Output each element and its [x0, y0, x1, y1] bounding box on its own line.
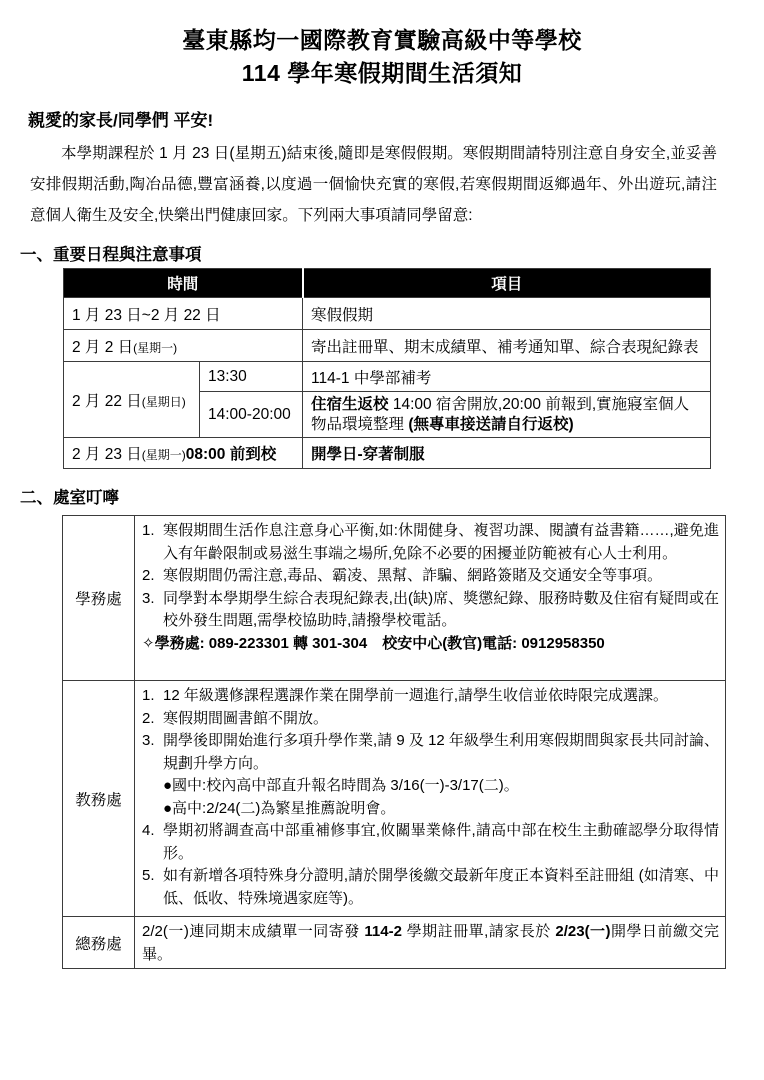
- office-row-academic-affairs: [63, 681, 726, 917]
- date-text: 2 月 22 日: [72, 392, 142, 410]
- cell-date: [64, 362, 200, 438]
- weekday-text: (星期一): [133, 340, 178, 355]
- line-post: 開學日前繳交完畢。: [142, 923, 719, 963]
- line-pre: 2/2(一)連同期末成績單一同寄發: [142, 923, 365, 940]
- schedule-table: [63, 268, 711, 469]
- item-number: 5.: [142, 867, 155, 884]
- item-lead-bold: 住宿生返校: [311, 395, 389, 413]
- table-row-mailout: [64, 330, 711, 362]
- item-text: 如有新增各項特殊身分證明,請於開學後繳交最新年度正本資料至註冊組 (如清寒、中低、低收、特殊境遇家庭等)。: [163, 867, 719, 907]
- item-number: 3.: [142, 589, 155, 607]
- section1-heading: 一、重要日程與注意事項: [20, 246, 202, 264]
- greeting-line: 親愛的家長/同學們 平安!: [28, 111, 214, 130]
- list-item: [142, 730, 719, 775]
- deadline-date-bold: 2/23(一): [555, 923, 611, 940]
- office-row-general-affairs: [63, 917, 726, 969]
- item-tail-bold: (無專車接送請自行返校): [408, 415, 574, 433]
- cell-item: 寄出註冊單、期末成績單、補考通知單、綜合表現紀錄表: [303, 330, 711, 362]
- cell-time: 1 月 23 日~2 月 22 日: [64, 298, 303, 330]
- item-number: 2.: [142, 709, 155, 727]
- general-affairs-line: [142, 921, 719, 966]
- office-content: [135, 516, 726, 681]
- table-row-school-opening: [64, 438, 711, 469]
- offices-table: [62, 515, 726, 969]
- list-item: [142, 820, 719, 865]
- section2-heading: 二、處室叮嚀: [20, 489, 119, 507]
- bullet-item-senior-high: ●高中:2/24(二)為繁星推薦說明會。: [163, 799, 396, 817]
- column-header-time: 時間: [64, 269, 303, 298]
- list-item: [142, 520, 719, 565]
- item-body: 14:00 宿舍開放,20:00 前報到,實施寢室個人物品環境整理: [311, 395, 690, 433]
- table-row-winter-break: [64, 298, 711, 330]
- cell-time: [64, 438, 303, 469]
- office-content: [135, 681, 726, 917]
- table-row-makeup-exam: [64, 362, 711, 392]
- cell-item: 開學日-穿著制服: [303, 438, 711, 469]
- item-text: 寒假期間圖書館不開放。: [163, 709, 329, 727]
- office-label: 教務處: [63, 681, 135, 917]
- school-name: 臺東縣均一國際教育實驗高級中等學校: [182, 27, 582, 53]
- item-text: 學期初將調查高中部重補修事宜,攸關畢業條件,請高中部在校生主動確認學分取得情形。: [163, 822, 719, 862]
- item-number: 2.: [142, 567, 155, 584]
- schedule-header-row: [64, 269, 711, 298]
- bullet-item-junior-high: ●國中:校內高中部直升報名時間為 3/16(一)-3/17(二)。: [163, 777, 519, 794]
- list-item: [142, 708, 719, 731]
- intro-paragraph: 本學期課程於 1 月 23 日(星期五)結束後,隨即是寒假假期。寒假期間請特別注意自身安全,並妥善安排假期活動,陶冶品德,豐富涵養,以度過一個愉快充實的寒假,若寒假期間返鄉過年、外出遊玩,請注意個人衛生及安全,快樂出門健康回家。下列兩大事項請同學留意:: [30, 145, 717, 224]
- cell-subtime: 14:00-20:00: [200, 392, 303, 438]
- item-text: 同學對本學期學生綜合表現紀錄表,出(缺)席、獎懲紀錄、服務時數及住宿有疑問或在校外發生問題,需學校協助時,請撥學校電話。: [163, 589, 719, 629]
- item-text: 開學後即開始進行多項升學作業,請 9 及 12 年級學生利用寒假期間與家長共同討論、規劃升學方向。: [163, 732, 719, 772]
- office-label: 總務處: [63, 917, 135, 969]
- list-item: [142, 685, 719, 708]
- column-header-item: 項目: [303, 269, 711, 298]
- list-item: [142, 865, 719, 910]
- document-title: [0, 24, 764, 90]
- item-number: 4.: [142, 822, 155, 839]
- cell-time: [64, 330, 303, 362]
- date-text: 2 月 23 日: [72, 446, 142, 463]
- list-item: [142, 565, 719, 588]
- line-mid: 學期註冊單,請家長於: [401, 923, 556, 940]
- office-content: [135, 917, 726, 969]
- item-text: 寒假期間生活作息注意身心平衡,如:休閒健身、複習功課、閱讀有益書籍……,避免進入有年齡限制或易滋生事端之場所,免除不必要的困擾並防範被有心人士利用。: [163, 522, 719, 562]
- semester-number-bold: 114-2: [364, 923, 402, 940]
- cell-item: 寒假假期: [303, 298, 711, 330]
- weekday-text: (星期一): [141, 448, 186, 462]
- item-number: 3.: [142, 732, 155, 749]
- item-number: 1.: [142, 687, 155, 704]
- item-number: 1.: [142, 522, 155, 539]
- weekday-text: (星期日): [141, 394, 186, 409]
- item-text: 12 年級選修課程選課作業在開學前一週進行,請學生收信並依時限完成選課。: [163, 687, 669, 704]
- contact-phone-line: ✧學務處: 089-223301 轉 301-304 校安中心(教官)電話: 0912958350: [142, 634, 605, 652]
- office-row-student-affairs: [63, 516, 726, 681]
- arrival-time-bold: 08:00 前到校: [185, 446, 277, 463]
- cell-subtime: 13:30: [200, 362, 303, 392]
- notice-title: 114 學年寒假期間生活須知: [241, 60, 523, 86]
- cell-item: 114-1 中學部補考: [303, 362, 711, 392]
- office-label: 學務處: [63, 516, 135, 681]
- cell-item: [303, 392, 711, 438]
- list-item: [142, 588, 719, 633]
- item-text: 寒假期間仍需注意,毒品、霸凌、黑幫、詐騙、網路簽賭及交通安全等事項。: [163, 567, 663, 584]
- date-text: 2 月 2 日: [72, 338, 134, 356]
